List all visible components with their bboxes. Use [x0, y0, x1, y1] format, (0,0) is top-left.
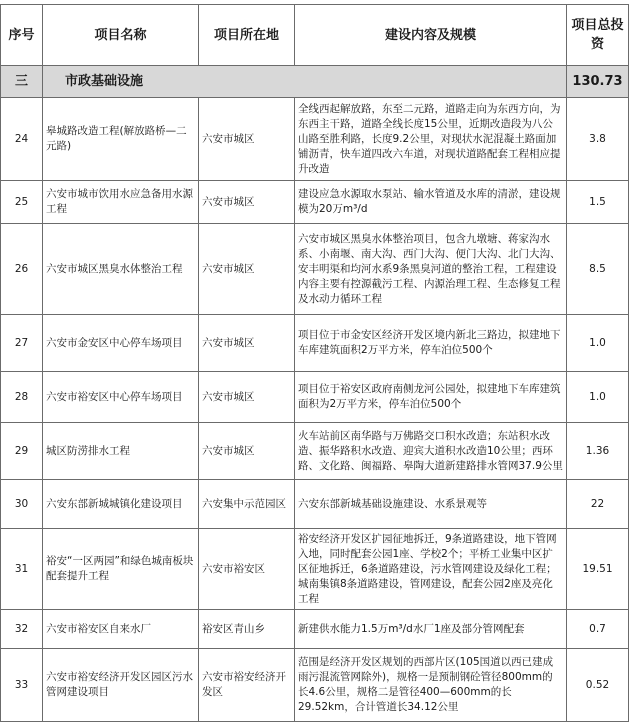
row-location: 六安市城区 [199, 181, 295, 224]
header-content: 建设内容及规模 [295, 5, 567, 66]
row-no: 31 [1, 529, 43, 610]
row-name: 六安市裕安经济开发区园区污水管网建设项目 [43, 649, 199, 722]
table-row [1, 610, 629, 649]
table-row [1, 224, 629, 315]
row-location: 六安市城区 [199, 315, 295, 372]
row-content: 项目位于裕安区政府南侧龙河公园处，拟建地下车库建筑面积为2万平方米，停车泊位500个 [295, 372, 567, 423]
row-location: 六安市城区 [199, 423, 295, 480]
section-row [1, 66, 629, 98]
table-row [1, 315, 629, 372]
row-location: 六安市裕安经济开发区 [199, 649, 295, 722]
row-content: 裕安经济开发区扩园征地拆迁，9条道路建设，地下管网入地，同时配套公园1座、学校2个；平桥工业集中区扩区征地拆迁，6条道路建设，污水管网建设及绿化工程；城南集镇8条道路建设，管网建设，配套公园2座及亮化工程 [295, 529, 567, 610]
row-investment: 3.8 [567, 98, 629, 181]
table-row [1, 649, 629, 722]
section-no: 三 [1, 66, 43, 98]
row-no: 24 [1, 98, 43, 181]
row-investment: 1.36 [567, 423, 629, 480]
row-no: 27 [1, 315, 43, 372]
row-name: 六安东部新城城镇化建设项目 [43, 480, 199, 529]
row-investment: 0.7 [567, 610, 629, 649]
row-content: 建设应急水源取水泵站、输水管道及水库的清淤，建设规模为20万m³/d [295, 181, 567, 224]
row-no: 33 [1, 649, 43, 722]
row-content: 六安东部新城基础设施建设、水系景观等 [295, 480, 567, 529]
table-row [1, 529, 629, 610]
row-name: 六安市裕安区自来水厂 [43, 610, 199, 649]
row-no: 25 [1, 181, 43, 224]
table-row [1, 98, 629, 181]
row-name: 六安市金安区中心停车场项目 [43, 315, 199, 372]
row-content: 火车站前区南华路与万佛路交口积水改造；东站积水改造、振华路积水改造、迎宾大道积水改造10公里；西环路、文化路、闽福路、皋陶大道新建路排水管网37.9公里 [295, 423, 567, 480]
row-content: 范围是经济开发区规划的西部片区(105国道以西已建成雨污混流管网除外)，规格一是预制钢砼管径800mm的长4.6公里，规格二是管径400—600mm的长29.52km，合计管道长34.12公里 [295, 649, 567, 722]
section-name: 市政基础设施 [43, 66, 567, 98]
row-content: 全线西起解放路，东至二元路，道路走向为东西方向，为东西主干路，道路全线长度15公里，近期改造段为八公山路至胜利路，长度9.2公里，对现状水泥混凝土路面加铺沥青，快车道四改六车道，对现状道路配套工程相应提升改造 [295, 98, 567, 181]
row-content: 六安市城区黑臭水体整治项目，包含九墩塘、蒋家沟水系、小南堰、南大沟、西门大沟、便门大沟、北门大沟、安丰明渠和均河水系9条黑臭河道的整治工程，工程建设内容主要有控源截污工程、内源治理工程、生态修复工程及水动力循环工程 [295, 224, 567, 315]
row-name: 皋城路改造工程(解放路桥—二元路) [43, 98, 199, 181]
row-location: 裕安区青山乡 [199, 610, 295, 649]
row-no: 30 [1, 480, 43, 529]
row-investment: 8.5 [567, 224, 629, 315]
row-content: 项目位于市金安区经济开发区境内新北三路边，拟建地下车库建筑面积2万平方米，停车泊位500个 [295, 315, 567, 372]
row-name: 裕安“一区两园”和绿色城南板块配套提升工程 [43, 529, 199, 610]
row-investment: 1.5 [567, 181, 629, 224]
header-investment: 项目总投资 [567, 5, 629, 66]
row-name: 城区防涝排水工程 [43, 423, 199, 480]
row-no: 32 [1, 610, 43, 649]
row-name: 六安市裕安区中心停车场项目 [43, 372, 199, 423]
header-row [1, 5, 629, 66]
row-name: 六安市城市饮用水应急备用水源工程 [43, 181, 199, 224]
section-investment: 130.73 [567, 66, 629, 98]
header-no: 序号 [1, 5, 43, 66]
row-location: 六安市城区 [199, 372, 295, 423]
row-investment: 1.0 [567, 372, 629, 423]
row-location: 六安市裕安区 [199, 529, 295, 610]
row-no: 29 [1, 423, 43, 480]
row-no: 28 [1, 372, 43, 423]
row-name: 六安市城区黑臭水体整治工程 [43, 224, 199, 315]
row-content: 新建供水能力1.5万m³/d水厂1座及部分管网配套 [295, 610, 567, 649]
table-row [1, 372, 629, 423]
row-investment: 19.51 [567, 529, 629, 610]
table-row [1, 480, 629, 529]
row-investment: 22 [567, 480, 629, 529]
row-location: 六安市城区 [199, 224, 295, 315]
row-no: 26 [1, 224, 43, 315]
projects-table [0, 4, 629, 722]
header-location: 项目所在地 [199, 5, 295, 66]
row-location: 六安市城区 [199, 98, 295, 181]
header-name: 项目名称 [43, 5, 199, 66]
row-location: 六安集中示范园区 [199, 480, 295, 529]
table-row [1, 423, 629, 480]
row-investment: 0.52 [567, 649, 629, 722]
table-row [1, 181, 629, 224]
row-investment: 1.0 [567, 315, 629, 372]
